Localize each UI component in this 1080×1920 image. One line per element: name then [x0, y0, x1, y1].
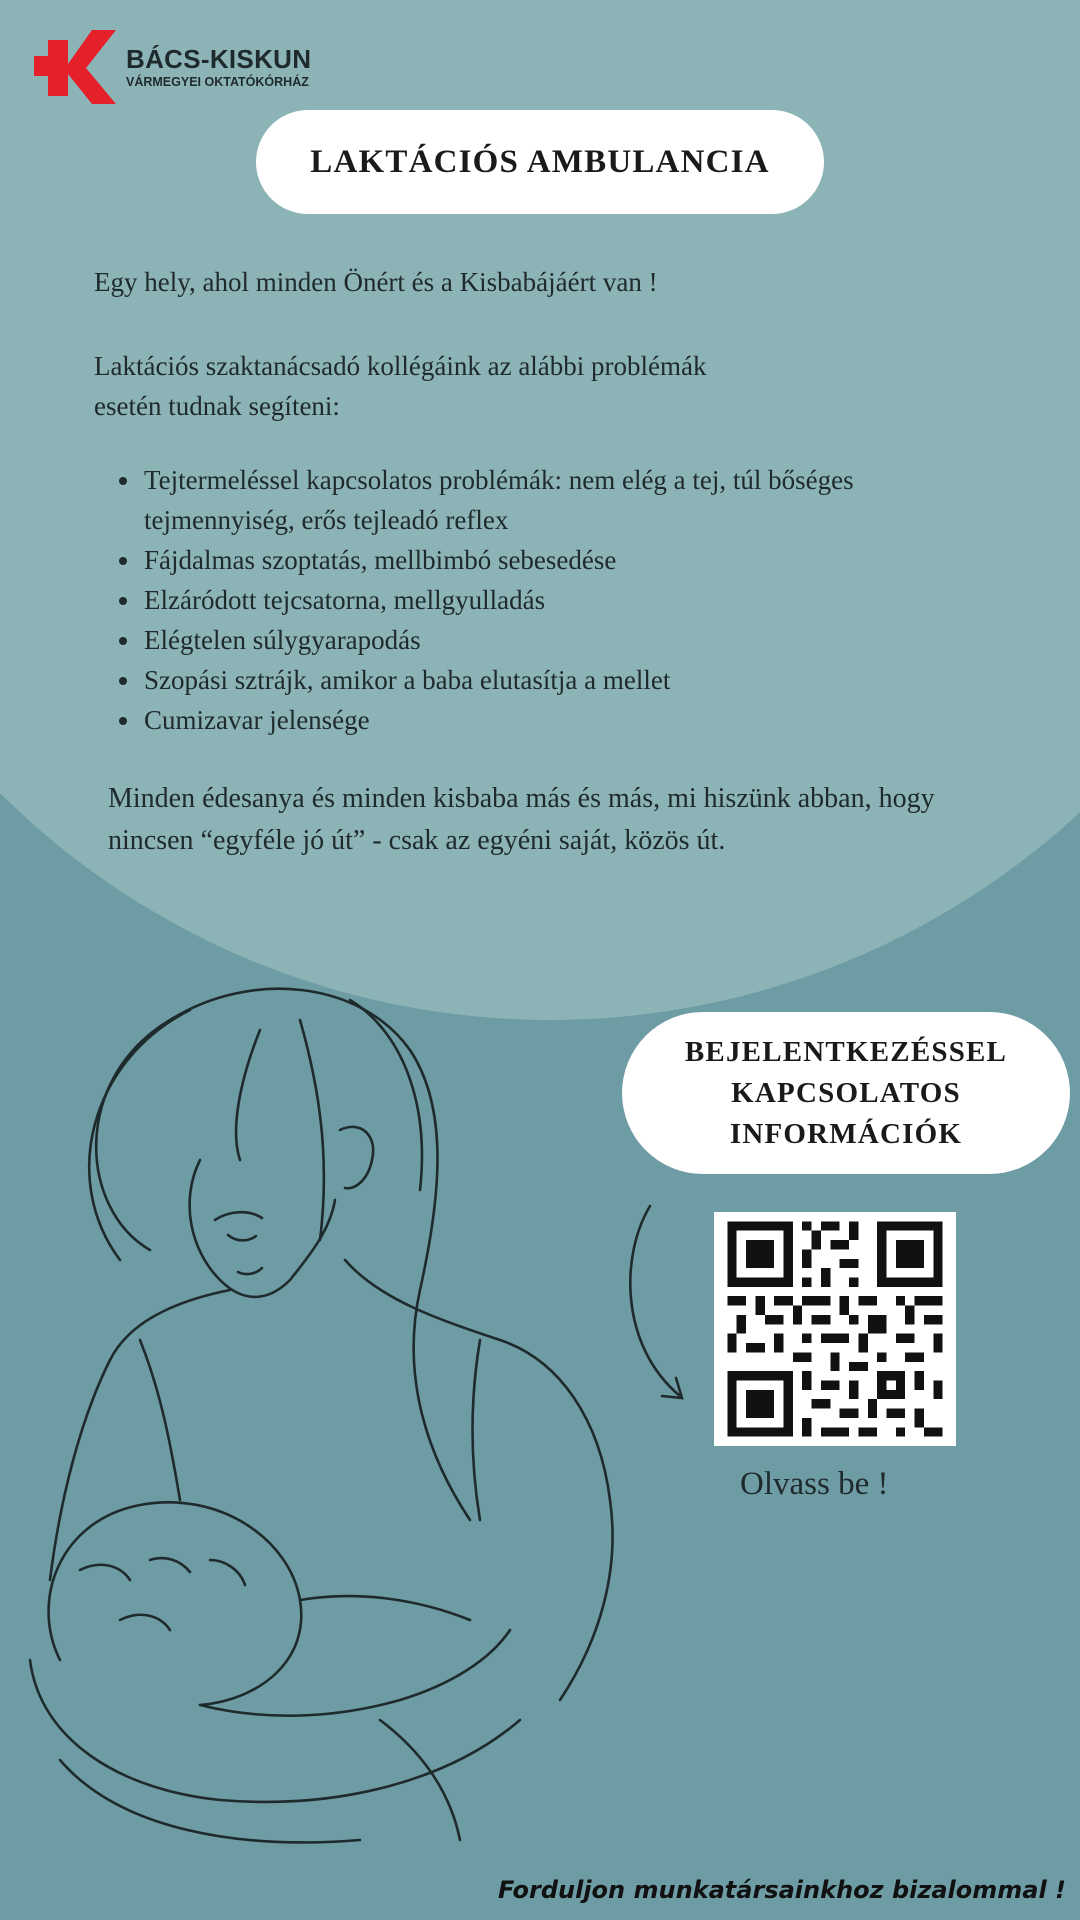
list-item: • Szopási sztrájk, amikor a baba elutasítja a mellet [142, 660, 862, 700]
registration-line: INFORMÁCIÓK [729, 1117, 963, 1150]
page-title: LAKTÁCIÓS AMBULANCIA [256, 110, 824, 214]
lead-text: Laktációs szaktanácsadó kollégáink az alábbi problémák esetén tudnak segíteni: [94, 351, 707, 421]
qr-code[interactable] [714, 1212, 956, 1446]
list-item: • Elégtelen súlygyarapodás [142, 620, 862, 660]
qr-caption: Olvass be ! [740, 1466, 889, 1502]
list-item: • Fájdalmas szoptatás, mellbimbó sebesedése [142, 540, 862, 580]
curved-arrow-icon [610, 1196, 720, 1416]
list-item: • Cumizavar jelensége [142, 700, 862, 740]
logo-name: BÁCS-KISKUN [126, 43, 312, 74]
logo-subtitle: VÁRMEGYEI OKTATÓKÓRHÁZ [126, 74, 309, 89]
list-item: • Elzáródott tejcsatorna, mellgyulladás [142, 580, 862, 620]
footer-tagline: Forduljon munkatársainkhoz bizalommal ! [497, 1876, 1066, 1904]
registration-line: KAPCSOLATOS [731, 1076, 961, 1109]
cross-k-logo-icon [34, 30, 118, 104]
problem-list [90, 460, 862, 740]
registration-info-badge [622, 1012, 1070, 1174]
list-item: • Tejtermeléssel kapcsolatos problémák: nem elég a tej, túl bőséges tejmennyiség, erős tejleadó reflex [142, 460, 862, 540]
hospital-logo [34, 30, 311, 104]
closing-text: Minden édesanya és minden kisbaba más és más, mi hiszünk abban, hogy nincsen “egyféle jó út” - csak az egyéni saját, közös út. [108, 783, 935, 856]
registration-line: BEJELENTKEZÉSSEL [684, 1035, 1008, 1068]
intro-text: Egy hely, ahol minden Önért és a Kisbabájáért van ! [94, 267, 658, 297]
